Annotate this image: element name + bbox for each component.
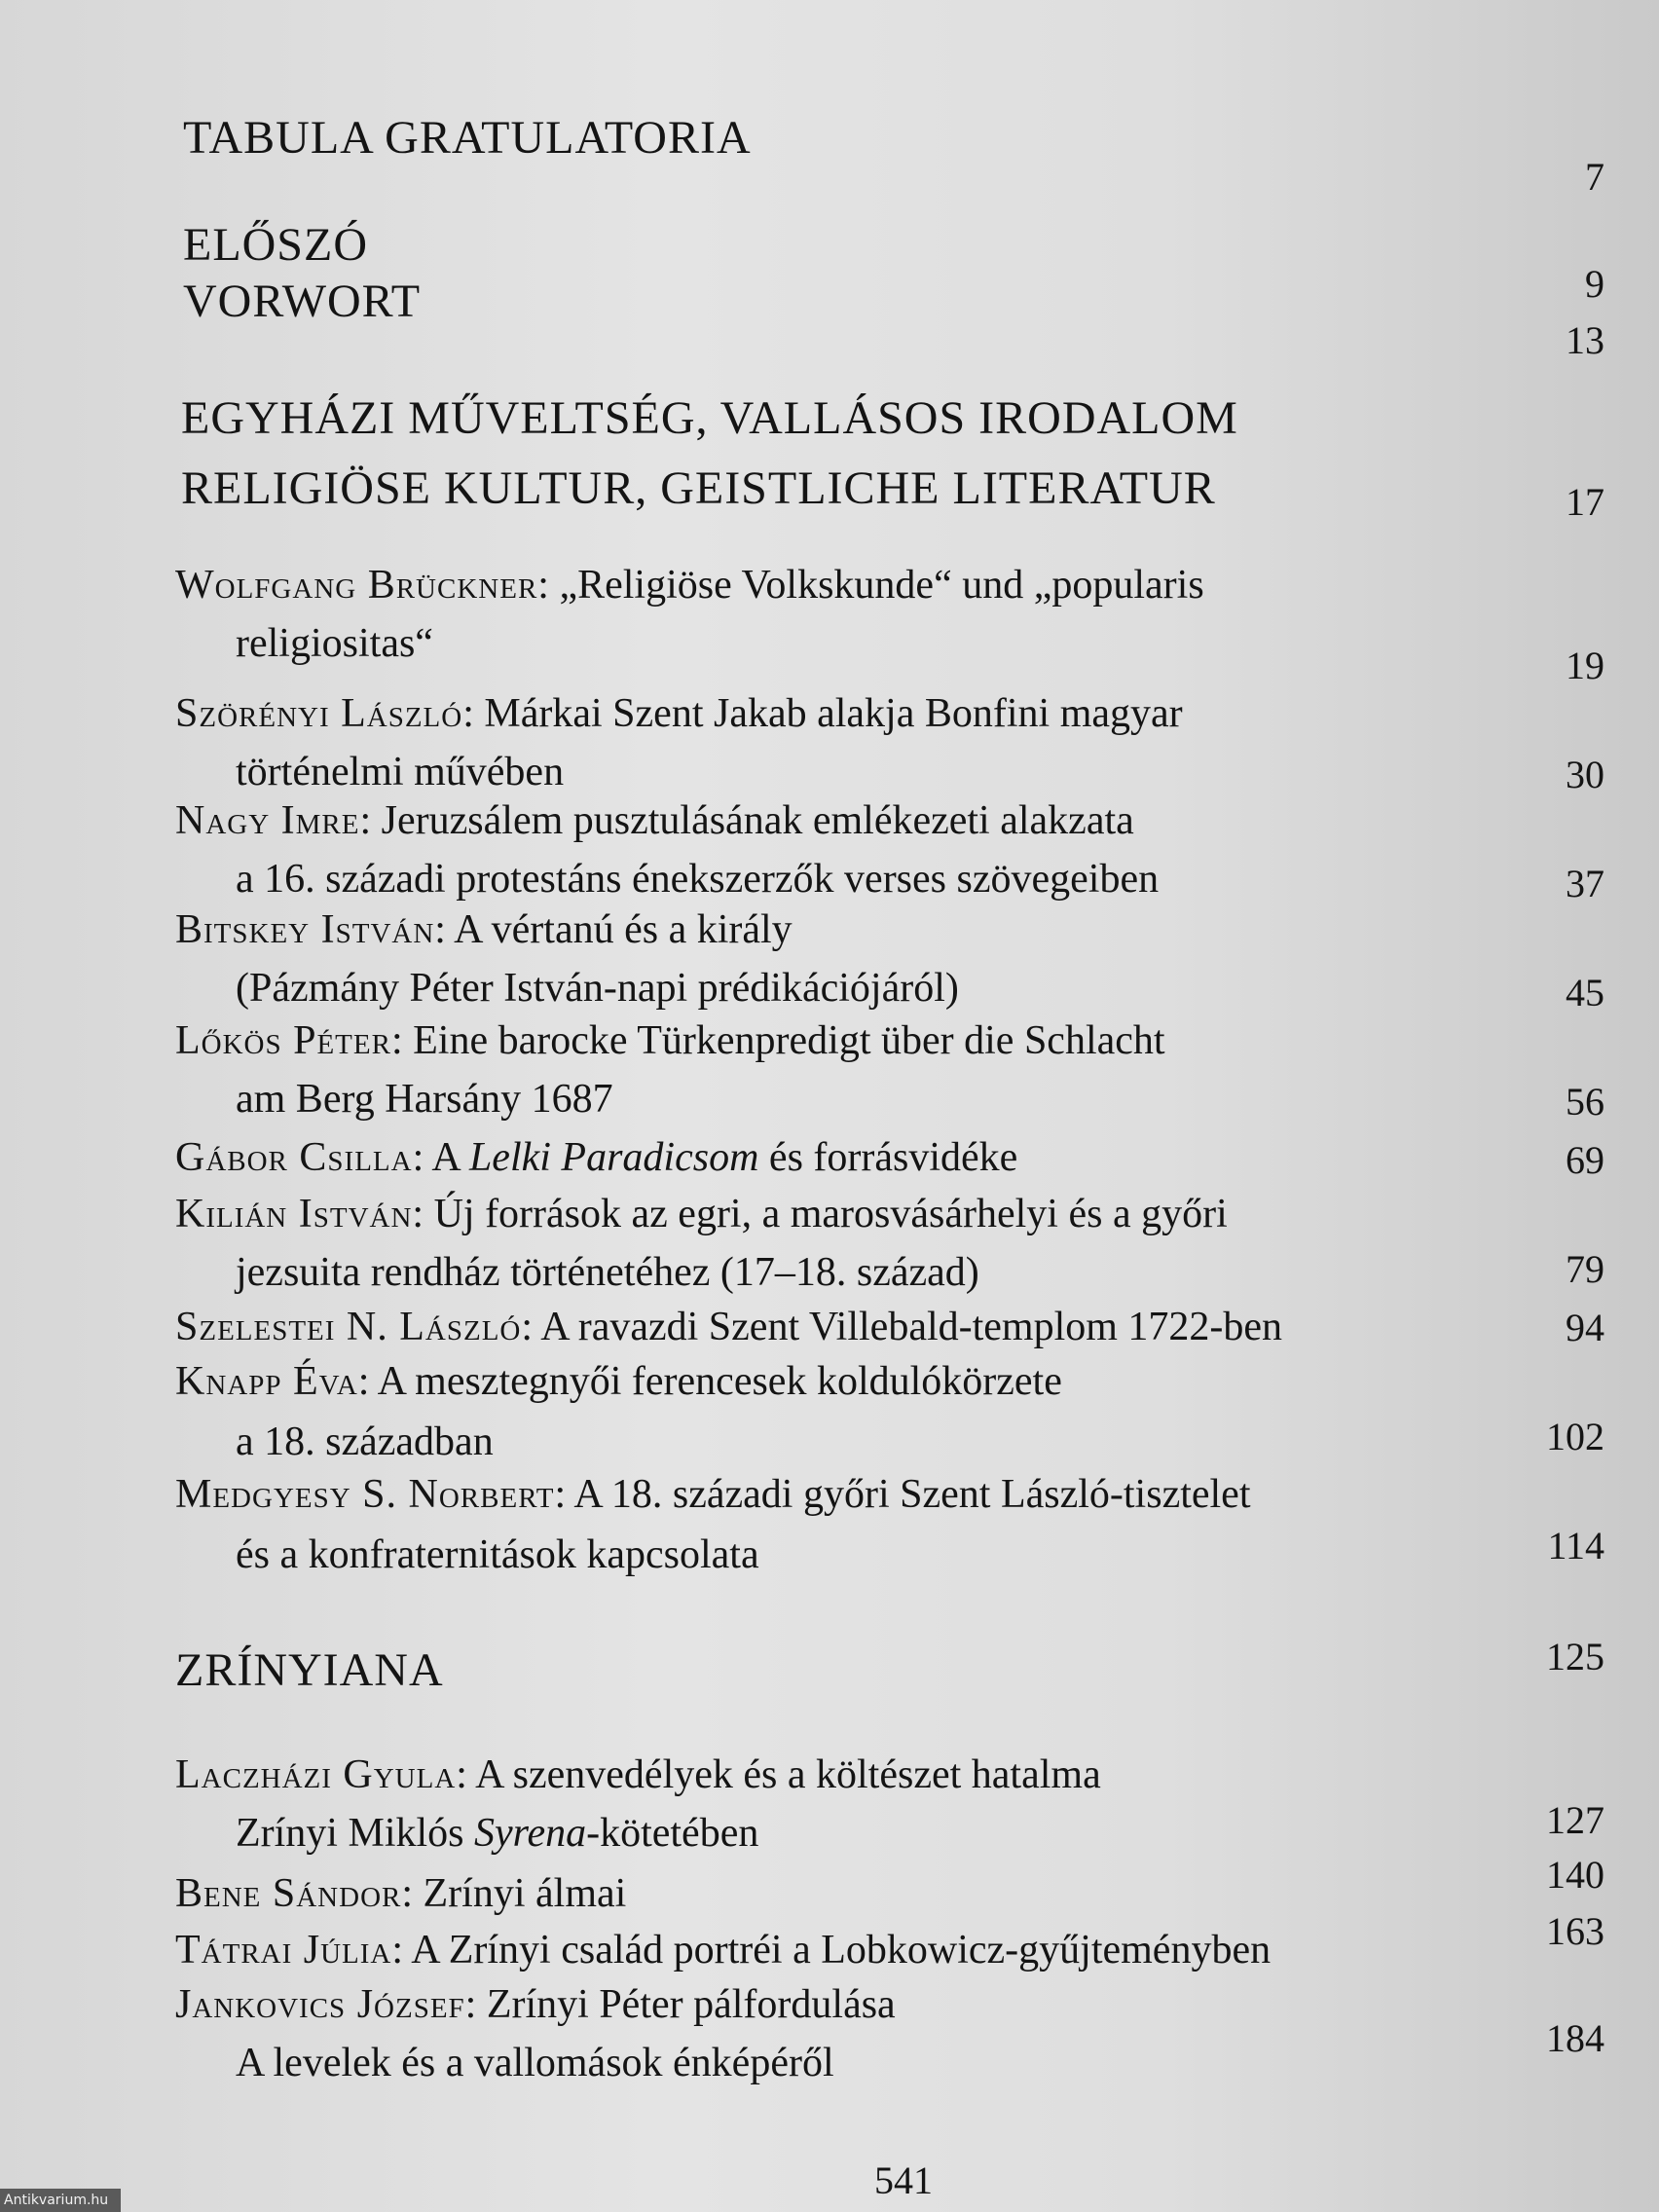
entry-title-continued: és a konfraternitások kapcsolata (236, 1532, 759, 1577)
entry-title-part: Zrínyi Miklós (236, 1811, 475, 1856)
entry-title: : Eine barocke Türkenpredigt über die Schlacht (390, 1018, 1165, 1063)
entry-author: Knapp Éva (175, 1359, 358, 1404)
page-number: 163 (1546, 1909, 1604, 1953)
section-heading: ZRÍNYIANA (175, 1644, 444, 1696)
page-number: 69 (1566, 1138, 1604, 1182)
entry-title: : Új források az egri, a marosvásárhelyi és a győri (412, 1192, 1228, 1236)
entry-title: : A (412, 1135, 469, 1180)
page-number: 94 (1566, 1306, 1604, 1349)
page-number: 9 (1585, 262, 1604, 306)
page-number: 37 (1566, 862, 1604, 905)
entry-title-continued: történelmi művében (236, 750, 565, 794)
entry-title-continued: a 18. században (236, 1419, 494, 1464)
page-number: 56 (1566, 1080, 1604, 1124)
entry-title-continued: (Pázmány Péter István-napi prédikációjáról) (236, 966, 959, 1011)
entry-title: : „Religiöse Volkskunde“ und „popularis (537, 563, 1204, 608)
entry-author: Medgyesy S. Norbert (175, 1472, 555, 1517)
page-number: 17 (1566, 480, 1604, 524)
page-number: 102 (1546, 1415, 1604, 1458)
page-number: 79 (1566, 1247, 1604, 1291)
entry-author: Laczházi Gyula (175, 1752, 457, 1797)
entry-author: Lőkös Péter (175, 1018, 391, 1063)
section-heading: EGYHÁZI MŰVELTSÉG, VALLÁSOS IRODALOM (181, 392, 1238, 444)
page-number: 184 (1546, 2016, 1604, 2060)
entry-author: Wolfgang Brückner (175, 563, 538, 608)
entry-title: : Jeruzsálem pusztulásának emlékezeti alakzata (359, 798, 1134, 843)
entry-title-continued: jezsuita rendház történetéhez (17–18. század) (236, 1250, 979, 1295)
page-number: 45 (1566, 971, 1604, 1014)
page-number: 19 (1566, 644, 1604, 687)
entry-title: : A szenvedélyek és a költészet hatalma (456, 1752, 1101, 1797)
entry-title: : A Zrínyi család portréi a Lobkowicz-gyűjteményben (391, 1928, 1272, 1972)
entry-author: Kilián István (175, 1192, 413, 1236)
entry-author: Gábor Csilla (175, 1135, 413, 1180)
entry-author: Jankovics József (175, 1982, 465, 2027)
entry-title-italic: Lelki Paradicsom (468, 1135, 759, 1180)
entry-title-continued: religiositas“ (236, 621, 433, 666)
entry-title: : Márkai Szent Jakab alakja Bonfini magyar (462, 691, 1183, 736)
section-heading: VORWORT (183, 276, 422, 327)
page-number: 30 (1566, 753, 1604, 796)
section-heading-translation: RELIGIÖSE KULTUR, GEISTLICHE LITERATUR (181, 462, 1216, 514)
entry-title-italic: Syrena (474, 1811, 587, 1856)
page-number: 7 (1585, 155, 1604, 199)
folio-number: 541 (874, 2158, 933, 2202)
page-number: 114 (1547, 1524, 1604, 1567)
entry-title-part: -kötetében (586, 1811, 759, 1856)
entry-title: és forrásvidéke (758, 1135, 1018, 1180)
entry-author: Bene Sándor (175, 1871, 402, 1916)
page-number: 140 (1546, 1853, 1604, 1897)
entry-title: : Zrínyi álmai (401, 1871, 627, 1916)
show-through-text (974, 58, 982, 95)
entry-title: : A vértanú és a király (434, 907, 793, 952)
entry-title-continued: a 16. századi protestáns énekszerzők verses szövegeiben (236, 857, 1160, 902)
watermark: Antikvarium.hu (0, 2189, 121, 2212)
entry-author: Tátrai Júlia (175, 1928, 392, 1972)
entry-title-continued (236, 1813, 758, 1854)
entry-title: : A 18. századi győri Szent László-tisztelet (554, 1472, 1251, 1517)
entry-author: Szelestei N. László (175, 1305, 522, 1349)
page-number: 125 (1546, 1635, 1604, 1678)
page-number: 13 (1566, 318, 1604, 362)
section-heading: TABULA GRATULATORIA (183, 112, 752, 164)
entry-author: Szörényi László (175, 691, 463, 736)
section-heading: ELŐSZÓ (183, 219, 368, 271)
page-number: 127 (1546, 1798, 1604, 1842)
entry-title: : Zrínyi Péter pálfordulása (464, 1982, 896, 2027)
entry-author: Nagy Imre (175, 798, 360, 843)
entry-author: Bitskey István (175, 907, 435, 952)
entry-title: : A ravazdi Szent Villebald-templom 1722-ben (521, 1305, 1283, 1349)
entry-title-continued: A levelek és a vallomások énképéről (236, 2041, 834, 2085)
entry-title: : A mesztegnyői ferencesek koldulókörzete (357, 1359, 1062, 1404)
entry-title-continued: am Berg Harsány 1687 (236, 1077, 613, 1122)
